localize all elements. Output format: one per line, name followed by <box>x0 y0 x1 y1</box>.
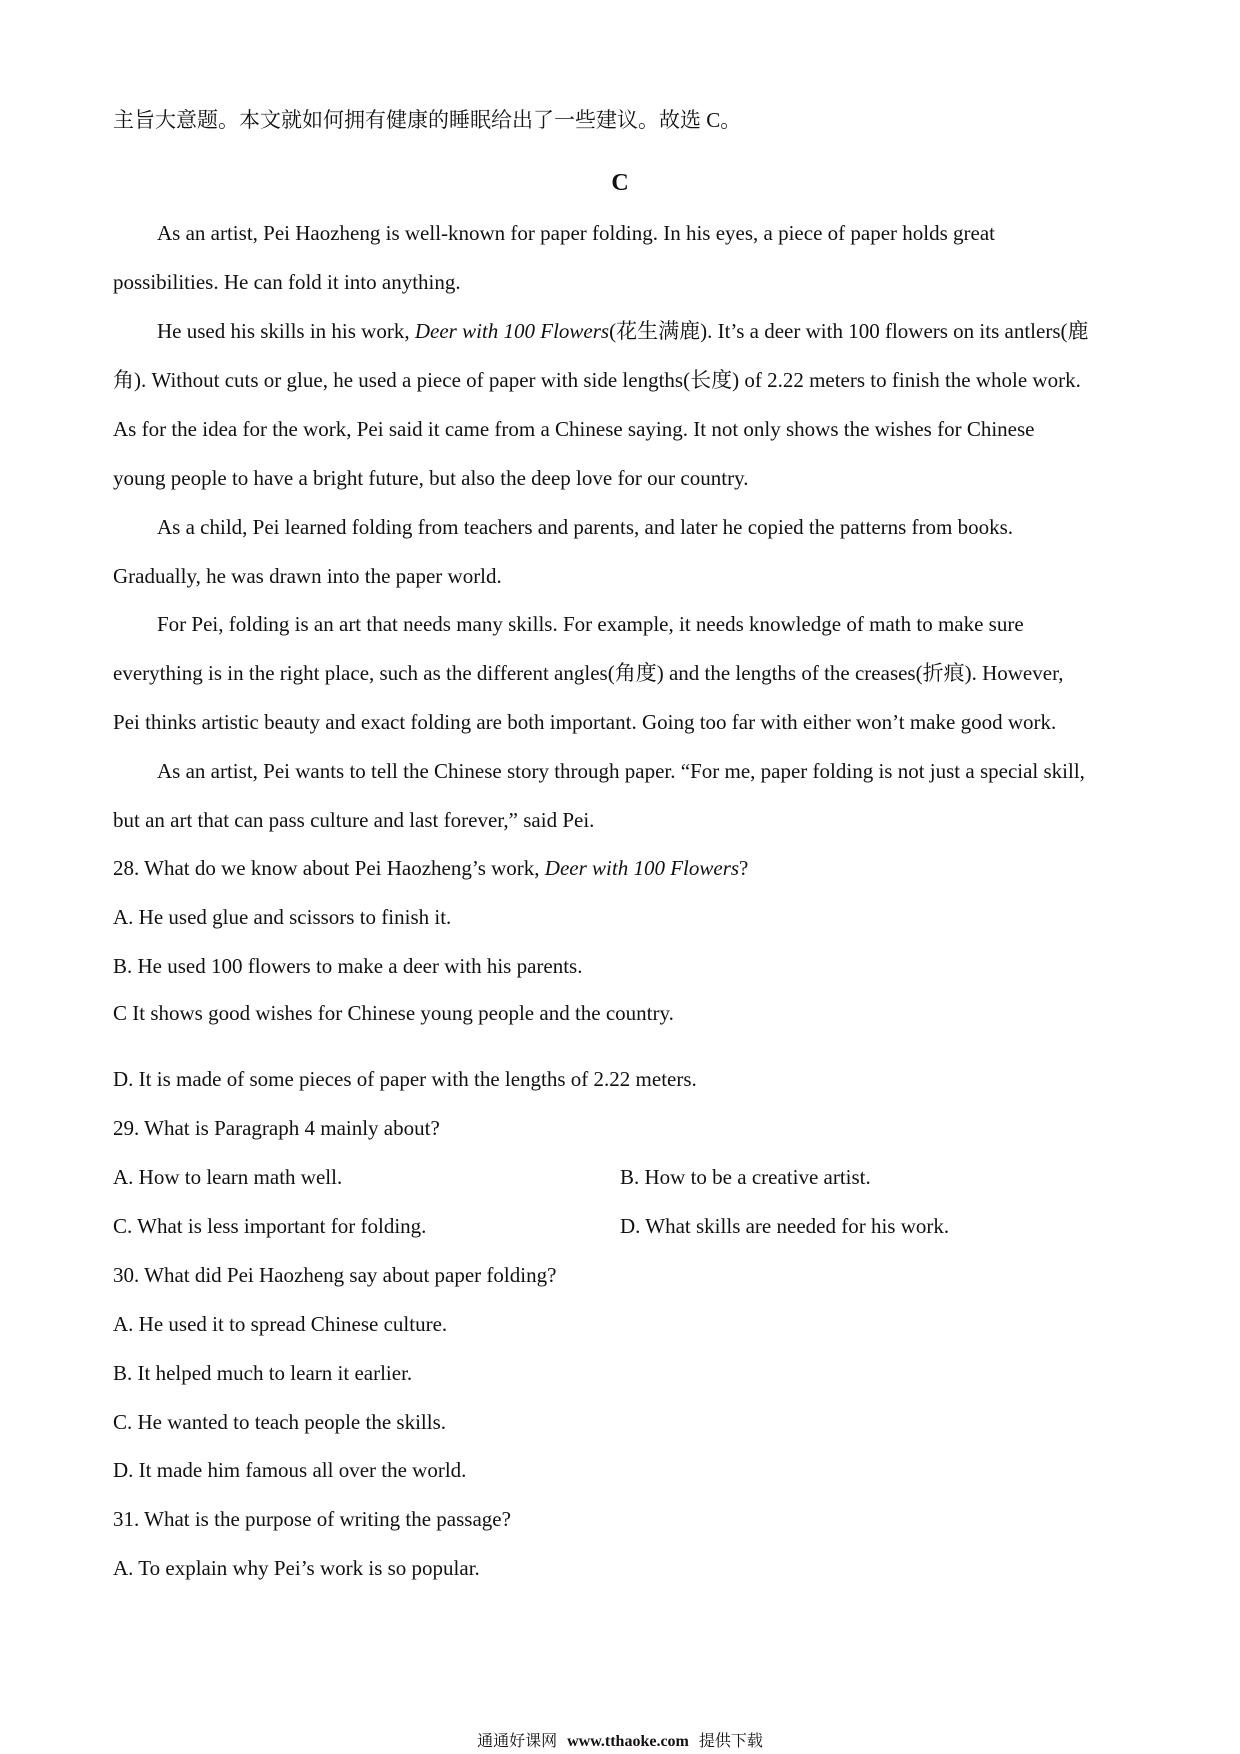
passage-line: As an artist, Pei wants to tell the Chinese story through paper. “For me, paper folding is not just a special skill, <box>157 759 1085 783</box>
passage-text: (花生满鹿). It’s a deer with 100 flowers on its antlers(鹿 <box>609 319 1089 343</box>
passage-line: possibilities. He can fold it into anything. <box>113 270 461 294</box>
question-stem: 31. What is the purpose of writing the passage? <box>113 1507 511 1531</box>
page-footer <box>0 1732 1240 1752</box>
question-stem: 29. What is Paragraph 4 mainly about? <box>113 1116 440 1140</box>
work-title: Deer with 100 Flowers <box>544 856 740 880</box>
work-title: Deer with 100 Flowers <box>414 319 610 343</box>
passage-line: As a child, Pei learned folding from teachers and parents, and later he copied the patterns from books. <box>157 515 1014 539</box>
passage-line: Pei thinks artistic beauty and exact folding are both important. Going too far with either won’t make good work. <box>113 710 1057 734</box>
option-c: C. He wanted to teach people the skills. <box>113 1410 446 1434</box>
passage-line: young people to have a bright future, but also the deep love for our country. <box>113 466 749 490</box>
question-text: 28. What do we know about Pei Haozheng’s work, <box>113 856 545 880</box>
option-a: A. He used glue and scissors to finish it. <box>113 905 452 929</box>
footer-suffix: 提供下载 <box>698 1733 763 1750</box>
passage-line: 角). Without cuts or glue, he used a piece of paper with side lengths(长度) of 2.22 meters to finish the whole work. <box>113 368 1081 392</box>
passage-line: As an artist, Pei Haozheng is well-known for paper folding. In his eyes, a piece of paper holds great <box>157 221 996 245</box>
footer-url: www.tthaoke.com <box>567 1733 689 1750</box>
section-heading: C <box>611 170 629 196</box>
option-d: D. What skills are needed for his work. <box>620 1214 950 1238</box>
prev-answer-explanation: 主旨大意题。本文就如何拥有健康的睡眠给出了一些建议。故选 C。 <box>113 108 742 132</box>
question-stem <box>113 854 748 882</box>
option-c: C. What is less important for folding. <box>113 1214 427 1238</box>
option-d: D. It made him famous all over the world. <box>113 1458 467 1482</box>
passage-line: everything is in the right place, such as the different angles(角度) and the lengths of the creases(折痕). However, <box>113 661 1064 685</box>
passage-line: As for the idea for the work, Pei said it came from a Chinese saying. It not only shows the wishes for Chinese <box>113 417 1035 441</box>
passage-line <box>157 317 1089 345</box>
passage-line: Gradually, he was drawn into the paper world. <box>113 564 502 588</box>
question-text: ? <box>739 856 749 880</box>
option-c: C It shows good wishes for Chinese young people and the country. <box>113 1001 674 1025</box>
option-b: B. It helped much to learn it earlier. <box>113 1361 413 1385</box>
option-b: B. How to be a creative artist. <box>620 1165 871 1189</box>
option-b: B. He used 100 flowers to make a deer with his parents. <box>113 954 583 978</box>
question-stem: 30. What did Pei Haozheng say about paper folding? <box>113 1263 557 1287</box>
option-a: A. To explain why Pei’s work is so popular. <box>113 1556 480 1580</box>
option-a: A. How to learn math well. <box>113 1165 343 1189</box>
footer-site-name: 通通好课网 <box>477 1733 558 1750</box>
passage-line: For Pei, folding is an art that needs many skills. For example, it needs knowledge of math to make sure <box>157 612 1024 636</box>
passage-line: but an art that can pass culture and last forever,” said Pei. <box>113 808 595 832</box>
passage-text: He used his skills in his work, <box>157 319 415 343</box>
option-a: A. He used it to spread Chinese culture. <box>113 1312 448 1336</box>
option-d: D. It is made of some pieces of paper with the lengths of 2.22 meters. <box>113 1067 697 1091</box>
